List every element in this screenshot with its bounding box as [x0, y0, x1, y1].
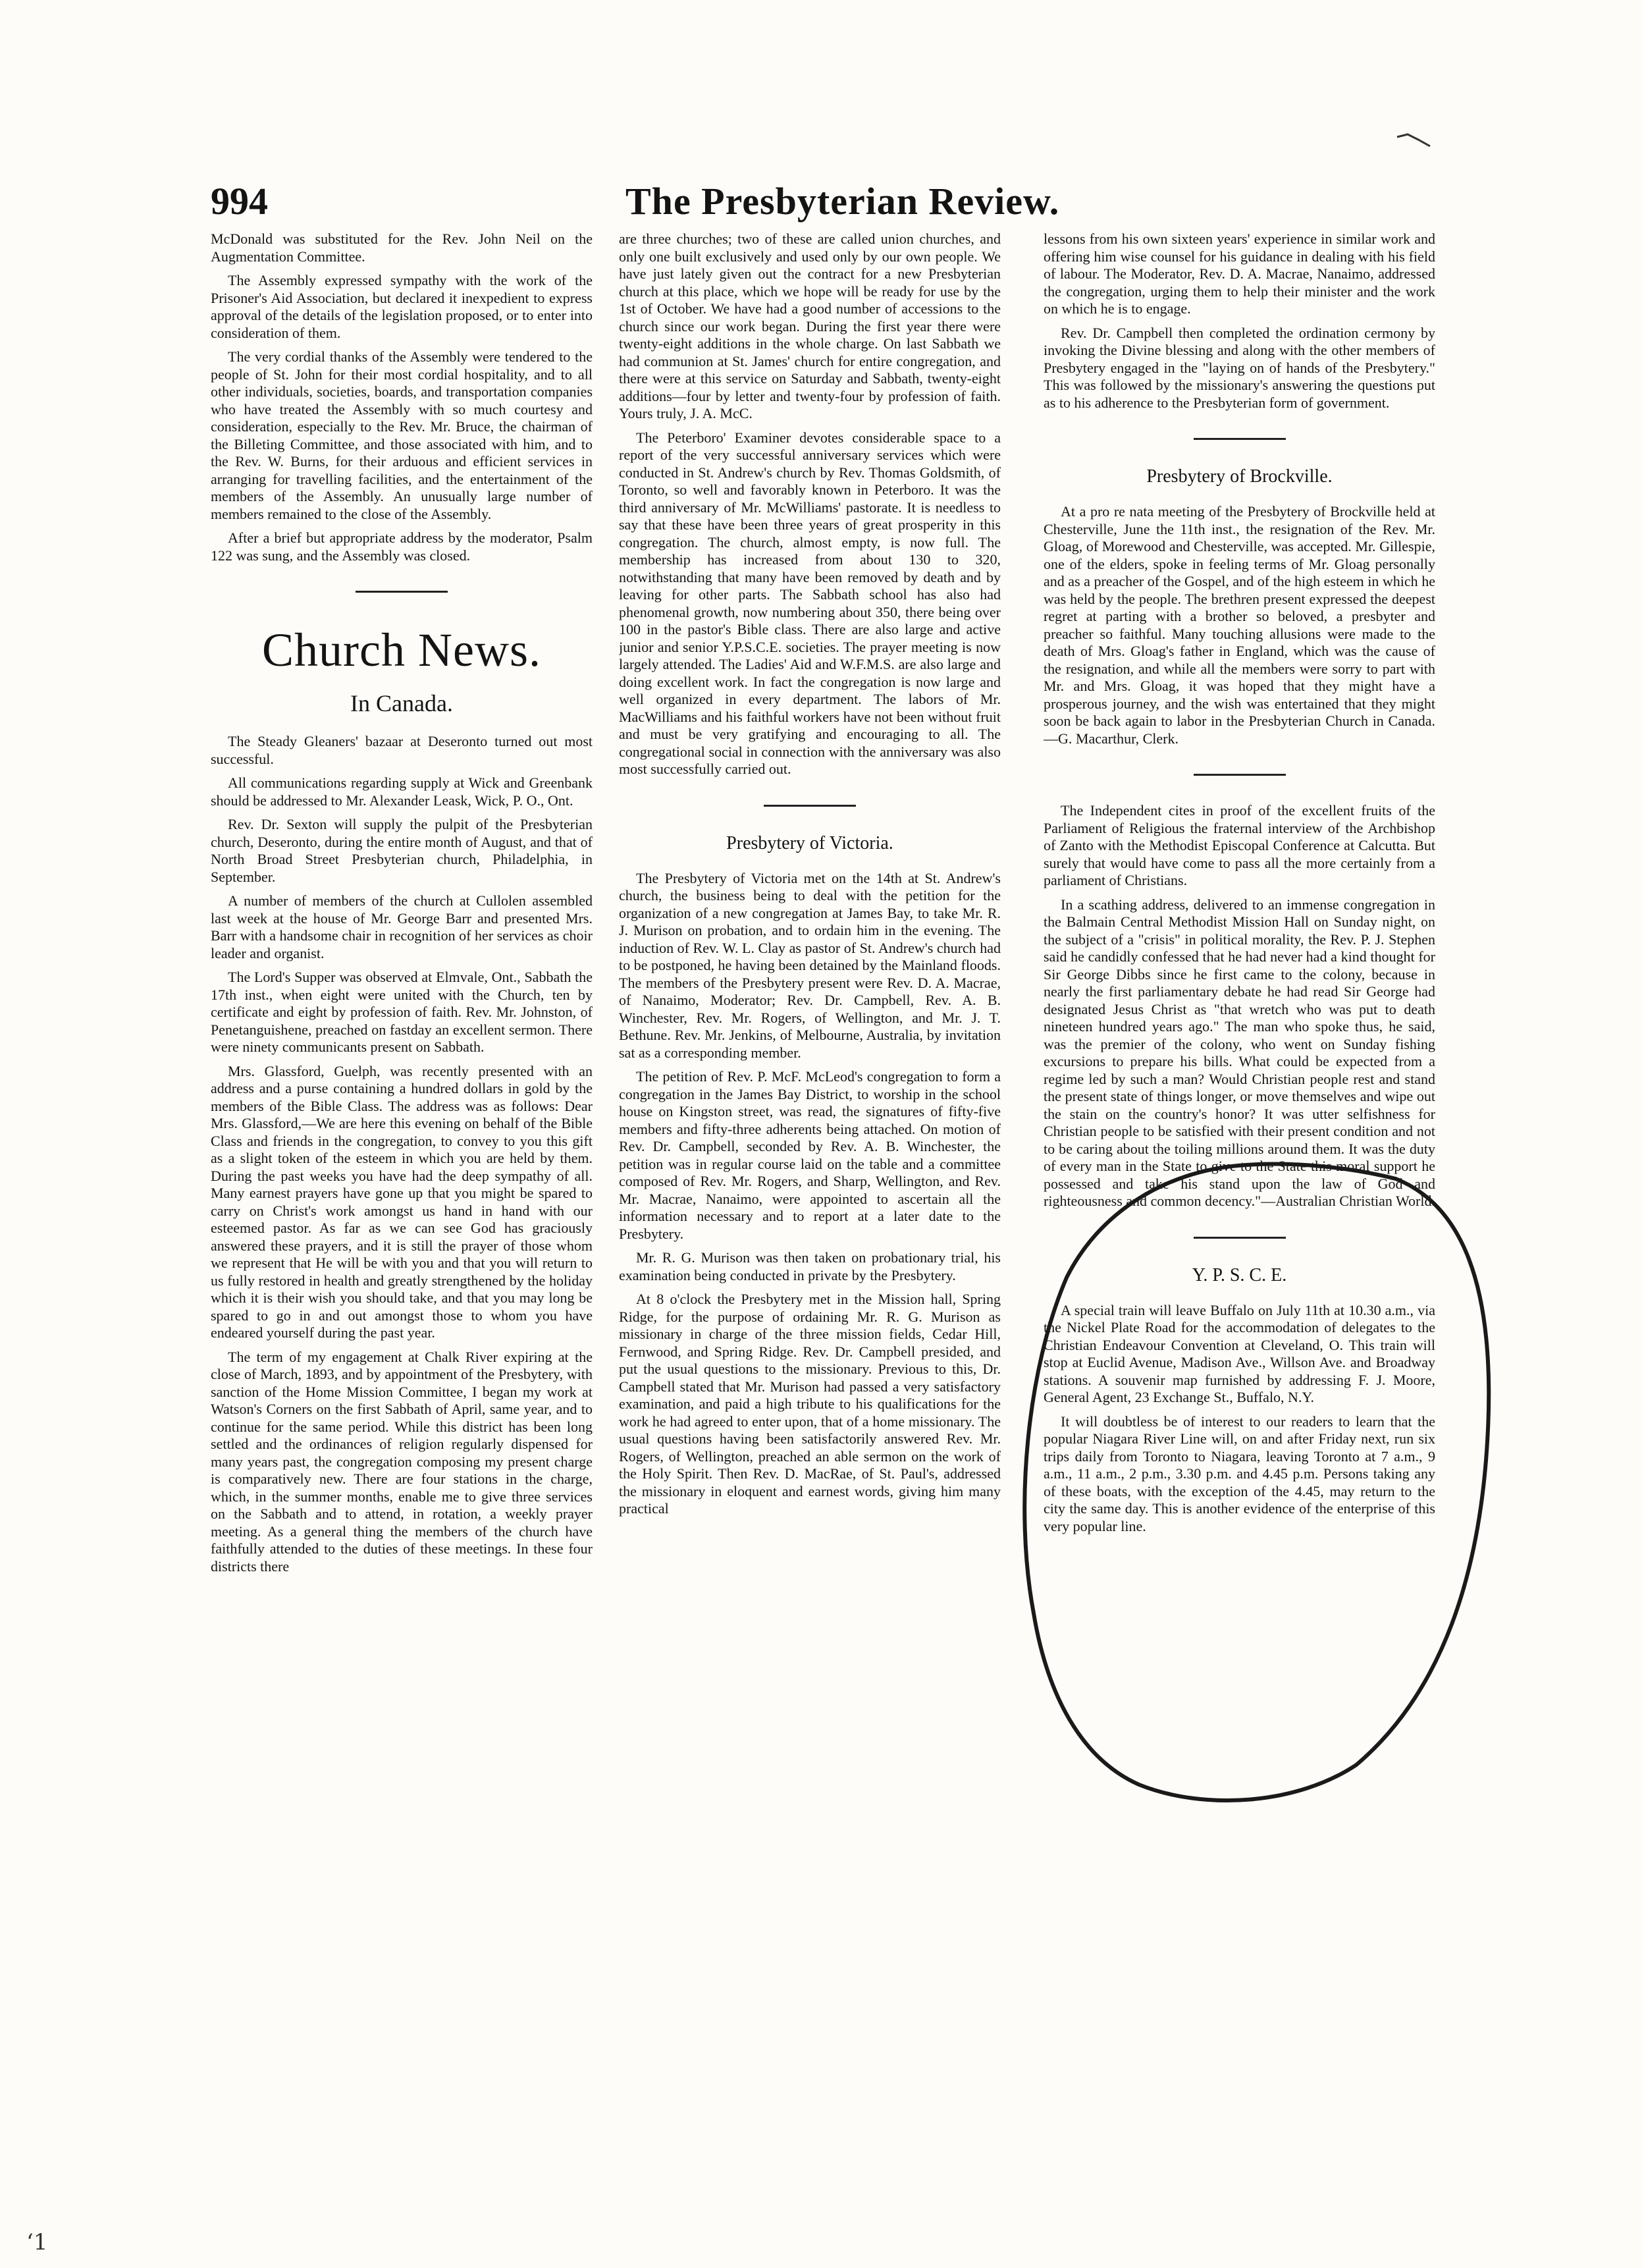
victoria-para: The Presbytery of Victoria met on the 14th at St. Andrew's church, the business being to deal with the petition for the organization of a new congregation at James Bay, to take Mr. R. J. Murison on probation, and to ordain him in the evening. The induction of Rev. W. L. Clay as pastor of St. Andrew's church had to be postponed, he having been detained by the Mainland floods. The members of the Presbytery present were Rev. D. A. Macrae, of Nanaimo, Moderator; Rev. Dr. Campbell, Rev. A. B. Winchester, Rev. Mr. Rogers, of Wellington, and Mr. J. T. Bethune. Rev. Mr. Jenkins, of Melbourne, Australia, by invitation sat as a corresponding member.: [619, 869, 1001, 1061]
masthead-title: The Presbyterian Review.: [625, 180, 1060, 223]
col3-para-2: Rev. Dr. Campbell then completed the ordination cermony by invoking the Divine blessing and along with the other members of Presbytery engaged in the "laying on of hands of the Presbytery." This was followed by the missionary's answering the questions put as to his adherence to the Presbyterian form of government.: [1044, 324, 1435, 411]
corner-scribble-mark: [1396, 132, 1435, 151]
news-item: A number of members of the church at Cullolen assembled last week at the house of Mr. George Barr and presented Mrs. Barr with a handsome chair in recognition of her services as choir leader and organist.: [211, 892, 593, 961]
victoria-para: The petition of Rev. P. McF. McLeod's congregation to form a congregation in the James Bay District, to worship in the school house on Kingston street, was read, the signatures of fifty-five members and fifty-three adherents being attached. On motion of Rev. Dr. Campbell, seconded by Rev. A. B. Winchester, the petition was in regular course laid on the table and a committee composed of Rev. Mr. Rogers, and Sharp, Wellington, and Rev. Mr. Macrae, Nanaimo, were appointed to ascertain all the information necessary and to report at a later date to the Presbytery.: [619, 1068, 1001, 1242]
victoria-para: At 8 o'clock the Presbytery met in the Mission hall, Spring Ridge, for the purpose of ordaining Mr. R. G. Murison as missionary in charge of the three mission fields, Cedar Hill, Fernwood, and Spring Ridge. Rev. Dr. Campbell presided, and put the usual questions to the missionary. Previous to this, Dr. Campbell stated that Mr. Murison had passed a very satisfactory examination, and paid a high tribute to his qualifications for the work he had agreed to enter upon, that of a home missionary. The usual questions having been satisfactorily answered Rev. Mr. Rogers, of Wellington, preached an able sermon on the work of the Holy Spirit. Then Rev. D. MacRae, of St. Paul's, addressed the missionary in eloquent and earnest words, giving him many practical: [619, 1291, 1001, 1517]
news-item: The term of my engagement at Chalk River expiring at the close of March, 1893, and by appointment of the Presbytery, with sanction of the Home Mission Committee, I began my work at Watson's Corners on the first Sabbath of April, same year, and to continue for the same period. While this district has been long settled and the ordinances of religion regularly dispensed for many years past, the congregation composing my present charge is comparatively new. There are four stations in the charge, which, in the summer months, enable me to give three services on the Sabbath and to attend, in rotation, a weekly prayer meeting. As a general thing the members of the church have faithfully attended to the duties of these meetings. In these four districts there: [211, 1348, 593, 1575]
bottom-corner-mark: ʻ1: [26, 2229, 48, 2255]
col1-para-2: The Assembly expressed sympathy with the work of the Prisoner's Aid Association, but declared it inexpedient to express approval of the details of the legislation proposed, or to enter into consideration of them.: [211, 272, 593, 341]
section-divider: [1194, 1237, 1286, 1239]
column-1: [211, 230, 593, 2173]
news-item: The Lord's Supper was observed at Elmvale, Ont., Sabbath the 17th inst., when eight were united with the Church, ten by certificate and eight by profession of faith. Rev. Mr. Johnston, of Penetanguishene, preached on fastday an excellent sermon. There were ninety communicants present on Sabbath.: [211, 969, 593, 1055]
news-item: All communications regarding supply at Wick and Greenbank should be addressed to Mr. Alexander Leask, Wick, P. O., Ont.: [211, 774, 593, 809]
victoria-para: Mr. R. G. Murison was then taken on probationary trial, his examination being conducted in private by the Presbytery.: [619, 1249, 1001, 1283]
scathing-address-para: In a scathing address, delivered to an immense congregation in the Balmain Central Methodist Mission Hall on Sunday night, on the subject of a "crisis" in political morality, the Rev. P. J. Stephen said he candidly confessed that he had never had a kind thought for Sir George Dibbs since he first came to the colony, because in nearly the first parliamentary debate he had read Sir George had designated Jesus Christ as "that wretch who was put to death nineteen hundred years ago." The man who spoke thus, he said, was the premier of the colony, who went on Sunday fishing excursions to prepare his bills. What could be expected from a regime led by such a man? Would Christian people rest and stand the present state of things longer, or move themselves and wipe out the stain on the country's honor? It was utter selfishness for Christian people to be satisfied with their present condition and not to be caring about the toiling millions around them. It was the duty of every man in the State to give to the State this moral support he possessed and take his stand upon the law of God and righteousness and common decency."—Australian Christian World.: [1044, 896, 1435, 1209]
col2-para-1: are three churches; two of these are called union churches, and only one built exclusively and used only by our own people. We have just lately given out the contract for a new Presbyterian church at this place, which we hope will be ready for use by the 1st of October. We have had a good number of accessions to the church since our work began. During the first year there were twenty-eight additions in the whole charge. On last Sabbath we had communion at St. James' church for entire congregation, and there were at this service on Saturday and Sabbath, twenty-eight additions—four by letter and twenty-four by profession of faith. Yours truly, J. A. McC.: [619, 230, 1001, 421]
ypsce-para: A special train will leave Buffalo on July 11th at 10.30 a.m., via the Nickel Plate Road for the accommodation of delegates to the Christian Endeavour Convention at Cleveland, O. This train will stop at Euclid Avenue, Madison Ave., Willson Ave. and Broadway stations. A souvenir map furnished by addressing F. J. Moore, General Agent, 23 Exchange St., Buffalo, N.Y.: [1044, 1301, 1435, 1405]
section-divider: [764, 805, 856, 807]
col1-para-1: McDonald was substituted for the Rev. John Neil on the Augmentation Committee.: [211, 230, 593, 265]
news-item: Mrs. Glassford, Guelph, was recently presented with an address and a purse containing a hundred dollars in gold by the members of the Bible Class. The address was as follows: Dear Mrs. Glassford,—We are here this evening on behalf of the Bible Class and friends in the congregation, to convey to you this gift as a slight token of the esteem in which you are held by them. During the past weeks you have had the deep sympathy of all. Many earnest prayers have gone up that you might be spared to carry on Christ's work amongst us hand in hand with our esteemed pastor. As far as we can see God has graciously answered these prayers, and it is still the prayer of those whom we represent that He will be with you and that you will return to us fully restored in health and greatly strengthened by the holiday which it is their wish you should take, and that you may long be spared to go in and out amongst those to whom you have endeared yourself during the past year.: [211, 1062, 593, 1341]
brockville-heading: Presbytery of Brockville.: [1146, 466, 1333, 487]
column-2: [619, 230, 1001, 2173]
section-divider: [1194, 774, 1286, 776]
victoria-heading: Presbytery of Victoria.: [726, 832, 893, 853]
column-3: [1044, 230, 1435, 2173]
in-canada-subheading: In Canada.: [350, 690, 453, 716]
independent-para: The Independent cites in proof of the excellent fruits of the Parliament of Religious the fraternal interview of the Archbishop of Zanto with the Methodist Episcopal Conference at Calcutta. But surely that would have come to pass all the more certainly from a parliament of Christians.: [1044, 802, 1435, 888]
church-news-heading: Church News.: [262, 624, 541, 676]
col2-para-2: The Peterboro' Examiner devotes considerable space to a report of the very successful anniversary services which were conducted in St. Andrew's church by Rev. Thomas Goldsmith, of Toronto, so well and favorably known in Peterboro. It was the third anniversary of Mr. McWilliams' pastorate. It is needless to say that these have been three years of great prosperity in this congregation. The church, almost empty, is now full. The membership has increased from about 130 to 320, notwithstanding that many have been removed by death and by leaving for other parts. The Sabbath school has also had phenomenal growth, now numbering about 350, there being over 100 in the pastor's Bible class. There are also large and active junior and senior Y.P.S.C.E. societies. The prayer meeting is now largely attended. The Ladies' Aid and W.F.M.S. are also large and doing excellent work. In fact the congregation is now large and well organized in every department. The labors of Mr. MacWilliams and his faithful workers have not been without fruit and must be very gratifying and encouraging to all. The congregational social in connection with the anniversary was also most successfully carried out.: [619, 429, 1001, 777]
news-item: The Steady Gleaners' bazaar at Deseronto turned out most successful.: [211, 733, 593, 767]
page-number: 994: [211, 180, 268, 223]
ypsce-para: It will doubtless be of interest to our readers to learn that the popular Niagara River Line will, on and after Friday next, run six trips daily from Toronto to Niagara, leaving Toronto at 7 a.m., 9 a.m., 11 a.m., 2 p.m., 3.30 p.m. and 4.45 p.m. Persons taking any of these boats, with the exception of the 4.45, may return to the city the same day. This is another evidence of the enterprise of this very popular line.: [1044, 1413, 1435, 1534]
ypsce-heading: Y. P. S. C. E.: [1192, 1264, 1287, 1285]
section-divider: [356, 591, 448, 593]
news-item: Rev. Dr. Sexton will supply the pulpit of the Presbyterian church, Deseronto, during the entire month of August, and that of North Broad Street Presbyterian church, Philadelphia, in September.: [211, 816, 593, 885]
col3-para-1: lessons from his own sixteen years' experience in similar work and offering him wise counsel for his guidance in dealing with his field of labour. The Moderator, Rev. D. A. Macrae, Nanaimo, addressed the congregation, urging them to help their minister and the work on which he is to engage.: [1044, 230, 1435, 317]
brockville-para: At a pro re nata meeting of the Presbytery of Brockville held at Chesterville, June the 11th inst., the resignation of the Rev. Mr. Gloag, of Morewood and Chesterville, was accepted. Mr. Gillespie, one of the elders, spoke in feeling terms of Mr. Gloag personally and as a preacher of the Gospel, and of the high esteem in which he was held by the people. The brethren present expressed the deepest regret at parting with a brother so beloved, a presbyter and preacher so faithful. Many touching allusions were made to the death of Mrs. Gloag's father in England, which was the cause of the resignation, and while all the members were sorry to part with Mr. and Mrs. Gloag, it was hoped that they might have a prosperous journey, and the wish was entertained that they might soon be back again to labor in the Presbyterian Church in Canada.—G. Macarthur, Clerk.: [1044, 503, 1435, 747]
col1-para-3: The very cordial thanks of the Assembly were tendered to the people of St. John for their most cordial hospitality, and to all other individuals, societies, boards, and transportation companies who have treated the Assembly with so much courtesy and consideration, especially to the Rev. Mr. Bruce, the chairman of the Billeting Committee, and those associated with him, and to the Rev. W. Burns, for their arduous and efficient services in arranging for travelling facilities, and the entertainment of the members of the Assembly. An unusually large number of members remained to the close of the Assembly.: [211, 348, 593, 522]
col1-para-4: After a brief but appropriate address by the moderator, Psalm 122 was sung, and the Assembly was closed.: [211, 529, 593, 564]
section-divider: [1194, 438, 1286, 440]
